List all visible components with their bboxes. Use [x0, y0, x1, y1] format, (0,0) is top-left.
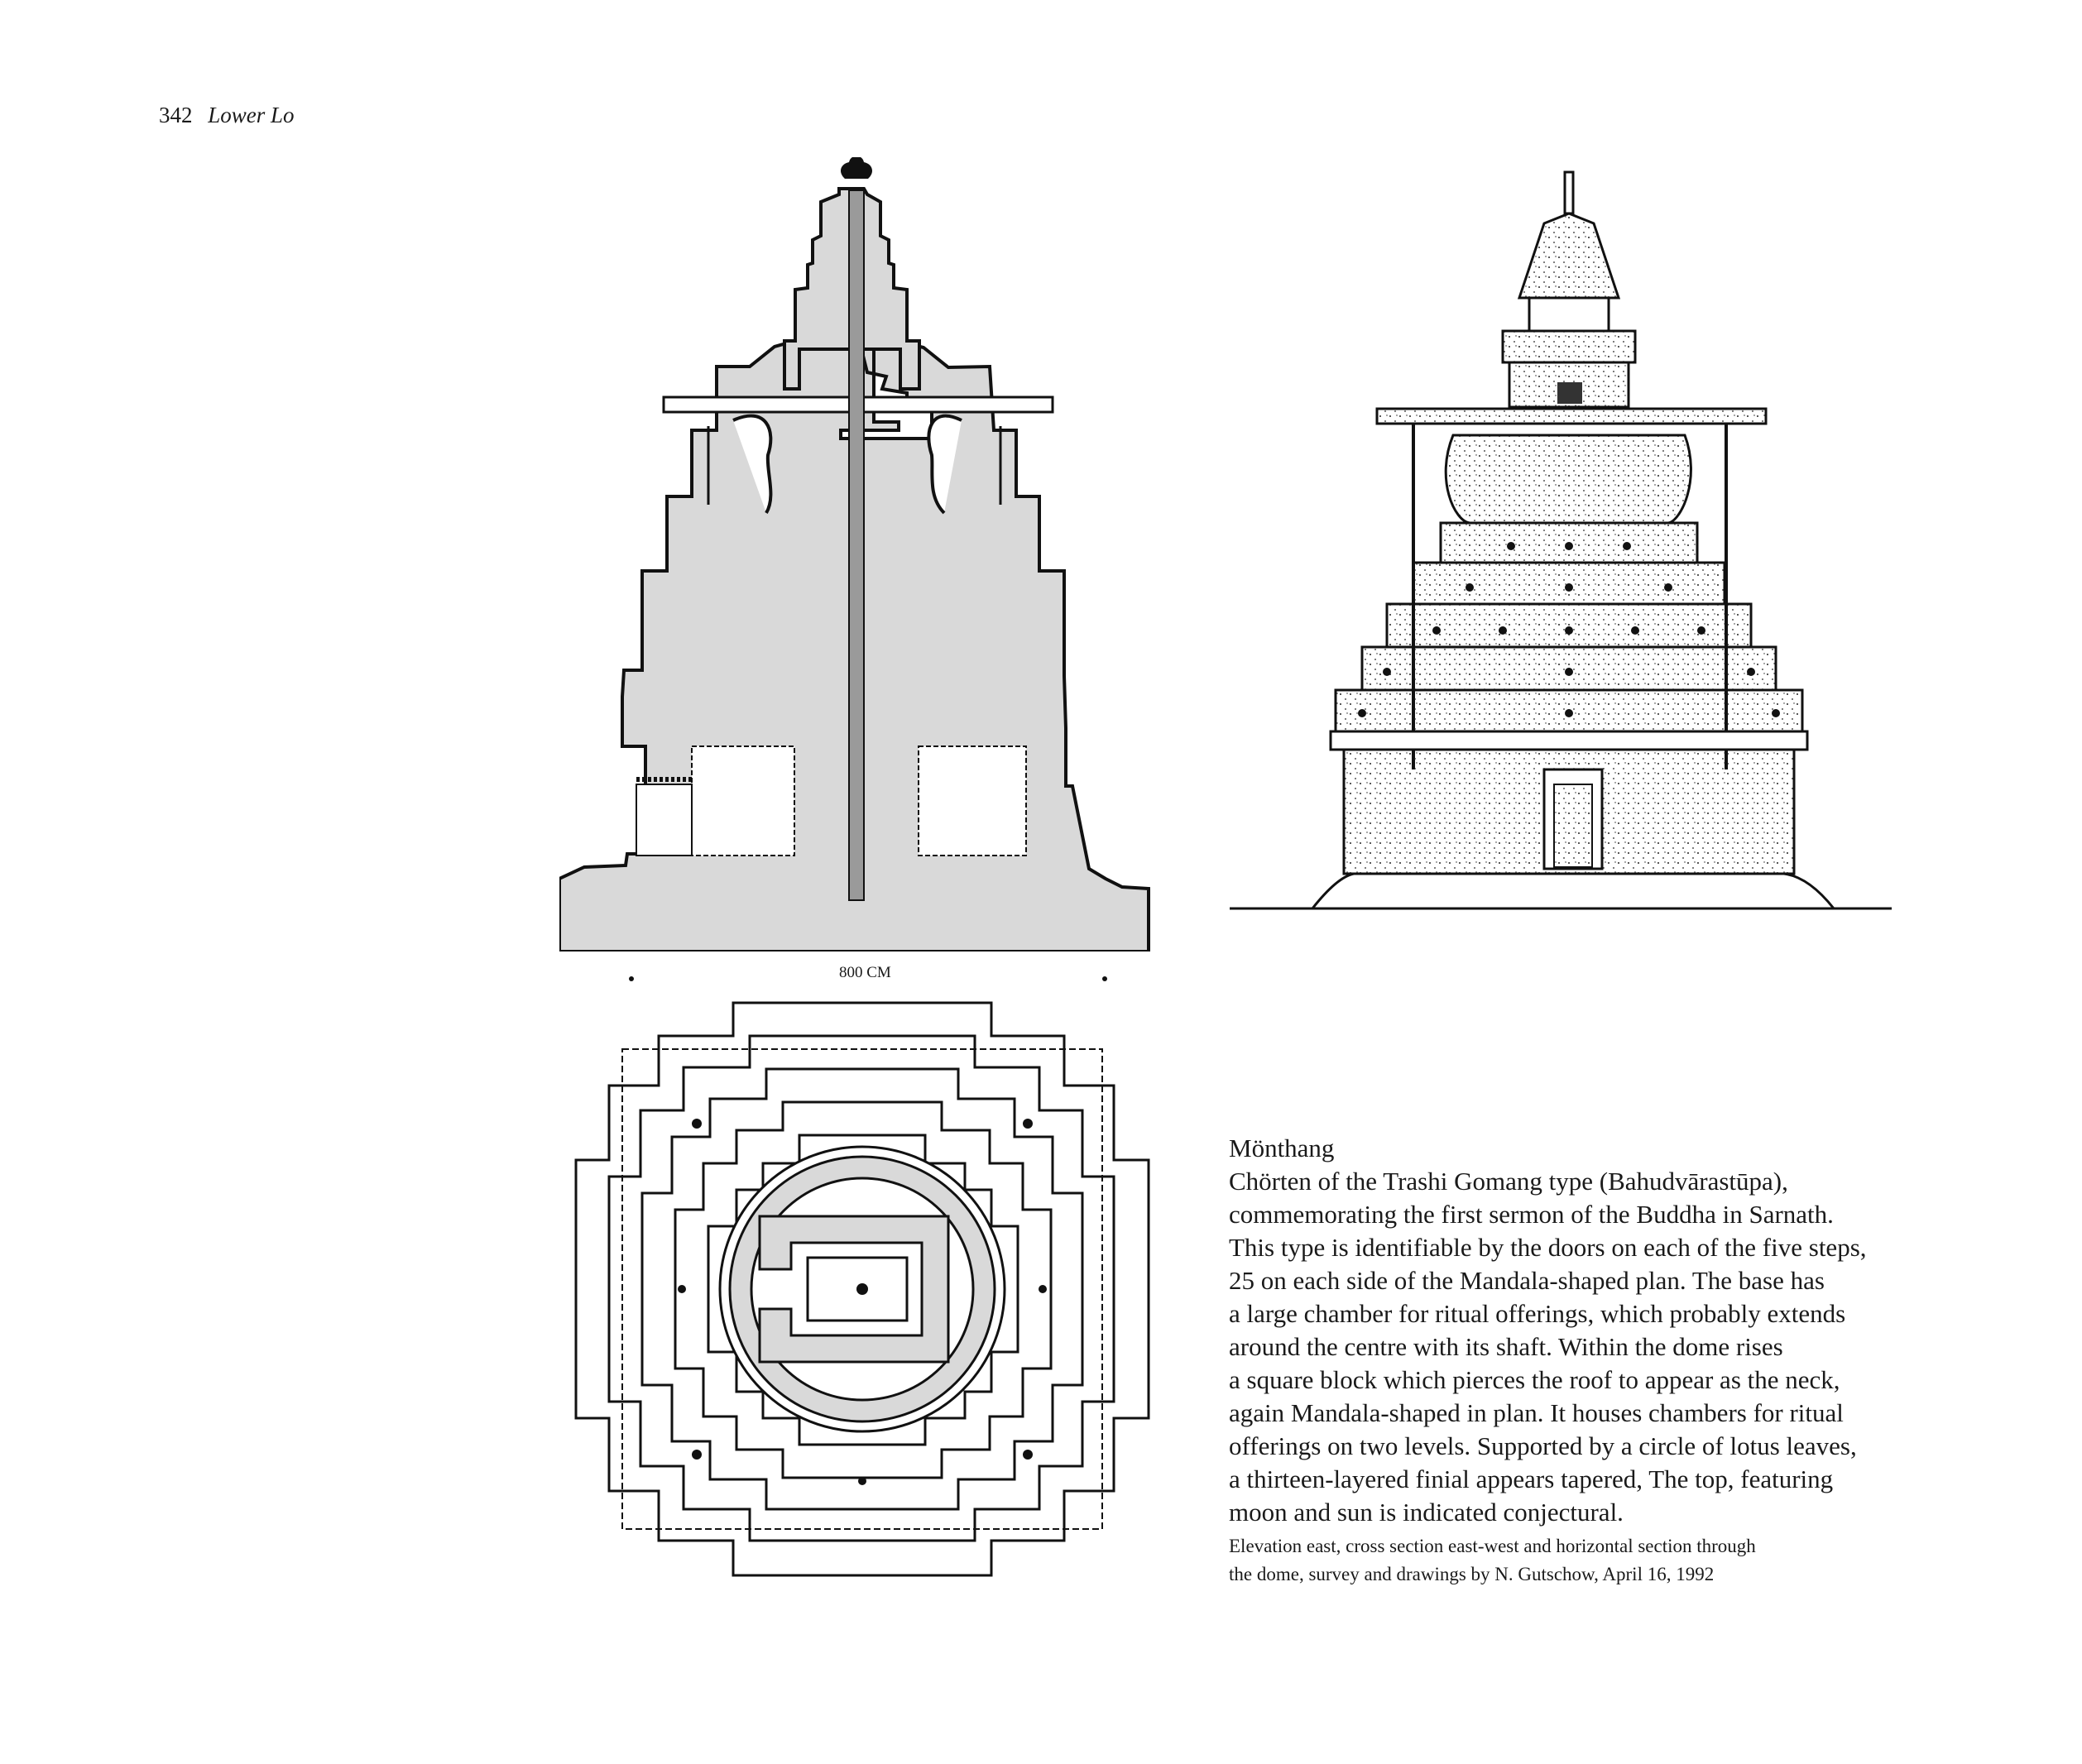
caption-line: a square block which pierces the roof to appear as the neck,	[1229, 1365, 1840, 1394]
roof	[1377, 409, 1766, 424]
finial-spire	[1565, 172, 1573, 213]
scale-dot-left	[629, 976, 634, 981]
right-chamber	[919, 746, 1026, 856]
horizontal-section-plan	[568, 995, 1157, 1584]
caption-line: around the centre with its shaft. Within the dome rises	[1229, 1332, 1783, 1361]
neck-upper	[1503, 331, 1635, 362]
caption-line: again Mandala-shaped in plan. It houses chambers for ritual	[1229, 1398, 1844, 1427]
elevation-drawing	[1230, 165, 1908, 914]
scale-dot-right	[1102, 976, 1107, 981]
dome	[1446, 435, 1691, 523]
caption-line: a thirteen-layered finial appears tapered, The top, featuring	[1229, 1464, 1834, 1493]
step-3	[1387, 604, 1751, 647]
caption-line: Chörten of the Trashi Gomang type (Bahudvārastūpa),	[1229, 1167, 1788, 1196]
caption-line: commemorating the first sermon of the Buddha in Sarnath.	[1229, 1200, 1834, 1229]
section-title: Lower Lo	[208, 103, 295, 127]
central-shaft	[856, 1283, 868, 1295]
figure-caption	[1229, 1132, 1907, 1589]
scale-label: 800 CM	[839, 964, 891, 981]
credit-line: Elevation east, cross section east-west and horizontal section through	[1229, 1536, 1756, 1556]
page-number: 342	[159, 103, 193, 127]
credit-line: the dome, survey and drawings by N. Gutschow, April 16, 1992	[1229, 1564, 1715, 1584]
caption-line: This type is identifiable by the doors on each of the five steps,	[1229, 1233, 1867, 1262]
base-cornice	[1331, 731, 1807, 750]
caption-body	[1229, 1165, 1907, 1529]
central-shaft	[849, 190, 864, 900]
thirteen-layered-finial	[1519, 213, 1619, 298]
caption-line: moon and sun is indicated conjectural.	[1229, 1498, 1624, 1527]
caption-credit	[1229, 1532, 1907, 1589]
caption-line: offerings on two levels. Supported by a circle of lotus leaves,	[1229, 1431, 1857, 1460]
caption-line: 25 on each side of the Mandala-shaped plan. The base has	[1229, 1266, 1825, 1295]
finial-moon-sun	[841, 157, 872, 179]
cross-section-drawing	[559, 157, 1155, 952]
lotus-ring	[1529, 298, 1609, 331]
running-head	[159, 103, 295, 128]
base-stones	[1312, 874, 1834, 908]
caption-title: Mönthang	[1229, 1134, 1335, 1162]
caption-line: a large chamber for ritual offerings, which probably extends	[1229, 1299, 1846, 1328]
left-chamber	[692, 746, 794, 856]
base-door	[1554, 784, 1592, 867]
neck-window	[1557, 382, 1582, 404]
left-niche	[636, 784, 692, 856]
